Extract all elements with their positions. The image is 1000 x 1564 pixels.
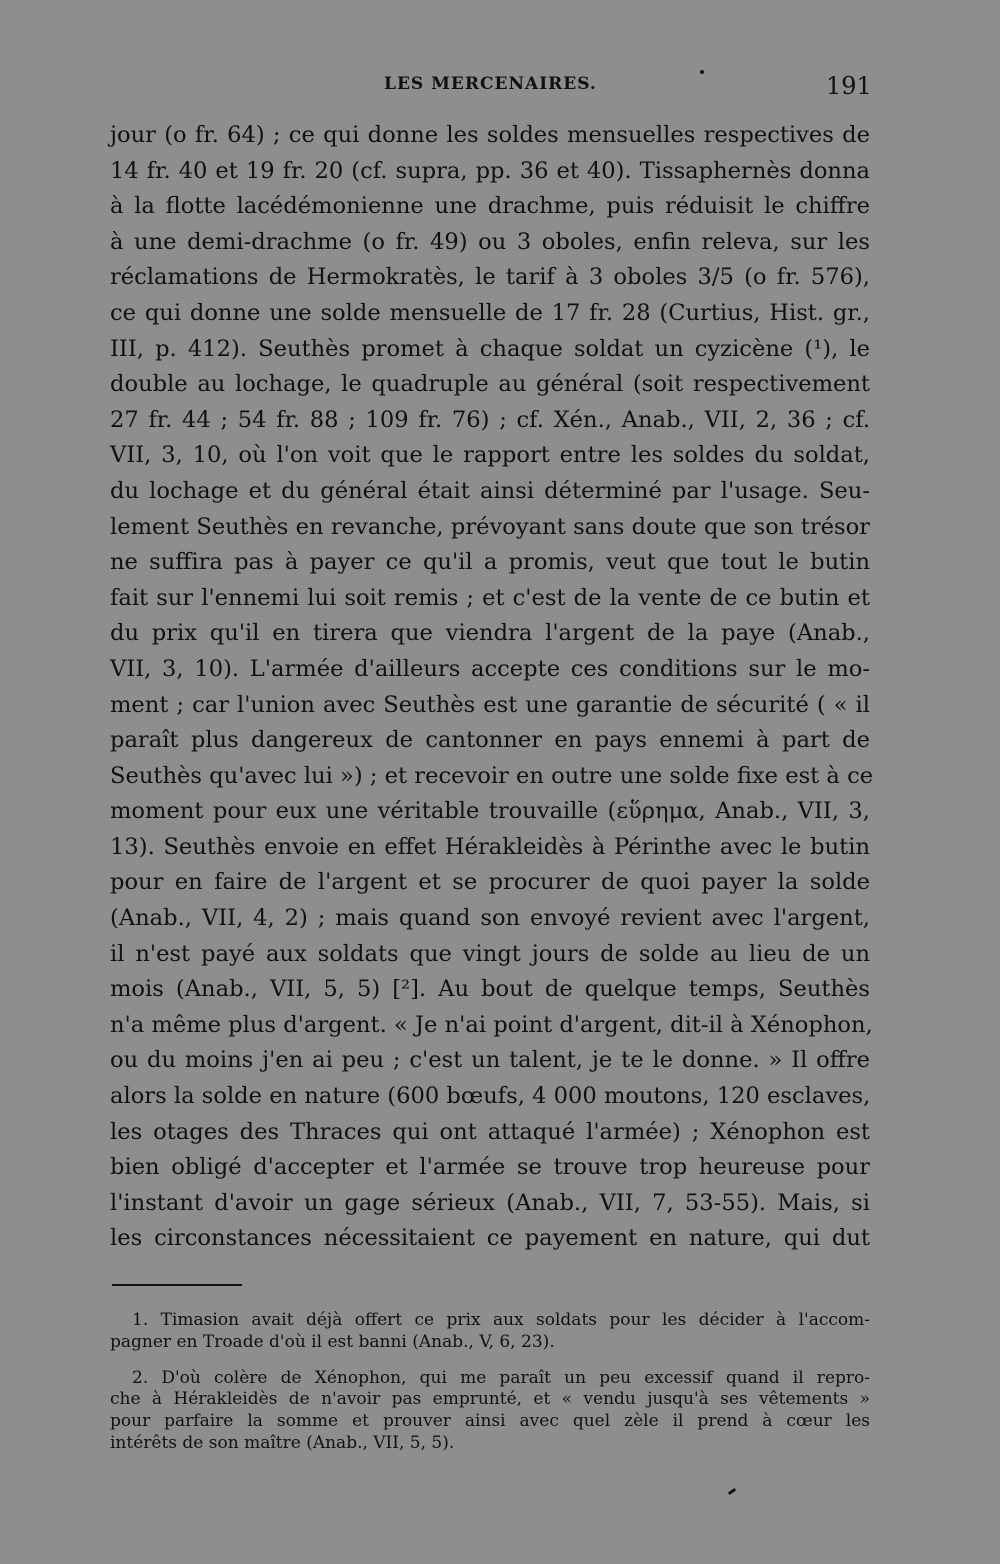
print-speck bbox=[728, 1488, 736, 1495]
body-line: VII, 3, 10). L'armée d'ailleurs accepte ces conditions sur le mo- bbox=[110, 655, 870, 682]
body-line: il n'est payé aux soldats que vingt jours de solde au lieu de un bbox=[110, 940, 870, 967]
body-line: ou du moins j'en ai peu ; c'est un talent, je te le donne. » Il offre bbox=[110, 1047, 870, 1074]
body-line: ment ; car l'union avec Seuthès est une garantie de sécurité ( « il bbox=[110, 691, 870, 718]
body-text bbox=[110, 118, 874, 1257]
running-title: LES MERCENAIRES. bbox=[384, 74, 597, 94]
body-line: double au lochage, le quadruple au général (soit respectivement bbox=[110, 371, 870, 398]
body-line: du prix qu'il en tirera que viendra l'argent de la paye (Anab., bbox=[110, 620, 870, 647]
body-line: 13). Seuthès envoie en effet Hérakleidès à Périnthe avec le butin bbox=[110, 833, 870, 860]
body-line: réclamations de Hermokratès, le tarif à 3 oboles 3/5 (o fr. 576), bbox=[110, 264, 870, 291]
body-line: ne suffira pas à payer ce qu'il a promis, veut que tout le butin bbox=[110, 549, 870, 576]
body-line: alors la solde en nature (600 bœufs, 4 000 moutons, 120 esclaves, bbox=[110, 1083, 871, 1110]
footnote-line: pour parfaire la somme et prouver ainsi avec quel zèle il prend à cœur les bbox=[110, 1411, 870, 1432]
footnote-line: che à Hérakleidès de n'avoir pas emprunté, et « vendu jusqu'à ses vêtements » bbox=[110, 1389, 870, 1410]
body-line: les circonstances nécessitaient ce payement en nature, qui dut bbox=[110, 1225, 870, 1252]
body-line: mois (Anab., VII, 5, 5) [²]. Au bout de quelque temps, Seuthès bbox=[110, 976, 870, 1003]
body-line: Seuthès qu'avec lui ») ; et recevoir en outre une solde fixe est à ce bbox=[110, 762, 874, 789]
body-line: jour (o fr. 64) ; ce qui donne les soldes mensuelles respectives de bbox=[110, 122, 870, 148]
footnote-line: 2. D'où colère de Xénophon, qui me paraît un peu excessif quand il repro- bbox=[132, 1367, 870, 1388]
body-line: ce qui donne une solde mensuelle de 17 fr. 28 (Curtius, Hist. gr., bbox=[110, 299, 870, 326]
body-line: pour en faire de l'argent et se procurer de quoi payer la solde bbox=[110, 869, 870, 896]
footnotes bbox=[110, 1310, 870, 1469]
body-line: III, p. 412). Seuthès promet à chaque soldat un cyzicène (¹), le bbox=[110, 335, 870, 362]
footnote-line: 1. Timasion avait déjà offert ce prix aux soldats pour les décider à l'accom- bbox=[132, 1310, 870, 1330]
footnote-separator bbox=[112, 1284, 242, 1286]
body-line: (Anab., VII, 4, 2) ; mais quand son envoyé revient avec l'argent, bbox=[110, 905, 870, 932]
body-line: fait sur l'ennemi lui soit remis ; et c'est de la vente de ce butin et bbox=[110, 584, 870, 611]
body-line: moment pour eux une véritable trouvaille (εὕρημα, Anab., VII, 3, bbox=[110, 798, 870, 825]
body-line: paraît plus dangereux de cantonner en pays ennemi à part de bbox=[110, 727, 870, 754]
body-line: lement Seuthès en revanche, prévoyant sans doute que son trésor bbox=[110, 513, 870, 540]
body-line: l'instant d'avoir un gage sérieux (Anab., VII, 7, 53-55). Mais, si bbox=[110, 1189, 870, 1216]
body-line: du lochage et du général était ainsi déterminé par l'usage. Seu- bbox=[110, 477, 870, 504]
body-line: à la flotte lacédémonienne une drachme, puis réduisit le chiffre bbox=[110, 193, 870, 220]
page-number: 191 bbox=[826, 72, 872, 100]
body-line: les otages des Thraces qui ont attaqué l'armée) ; Xénophon est bbox=[110, 1118, 870, 1145]
body-line: VII, 3, 10, où l'on voit que le rapport entre les soldes du soldat, bbox=[110, 442, 870, 469]
body-line: à une demi-drachme (o fr. 49) ou 3 oboles, enfin releva, sur les bbox=[110, 228, 870, 255]
body-line: bien obligé d'accepter et l'armée se trouve trop heureuse pour bbox=[110, 1154, 870, 1181]
body-line: n'a même plus d'argent. « Je n'ai point d'argent, dit-il à Xénophon, bbox=[110, 1011, 873, 1038]
footnote-2 bbox=[110, 1368, 870, 1455]
body-line: 14 fr. 40 et 19 fr. 20 (cf. supra, pp. 36 et 40). Tissaphernès donna bbox=[110, 157, 870, 184]
footnote-1 bbox=[110, 1310, 870, 1354]
footnote-line: intérêts de son maître (Anab., VII, 5, 5). bbox=[110, 1432, 455, 1453]
body-line: 27 fr. 44 ; 54 fr. 88 ; 109 fr. 76) ; cf. Xén., Anab., VII, 2, 36 ; cf. bbox=[110, 406, 870, 433]
footnote-line: pagner en Troade d'où il est banni (Anab., V, 6, 23). bbox=[110, 1331, 555, 1352]
print-speck bbox=[700, 70, 704, 74]
